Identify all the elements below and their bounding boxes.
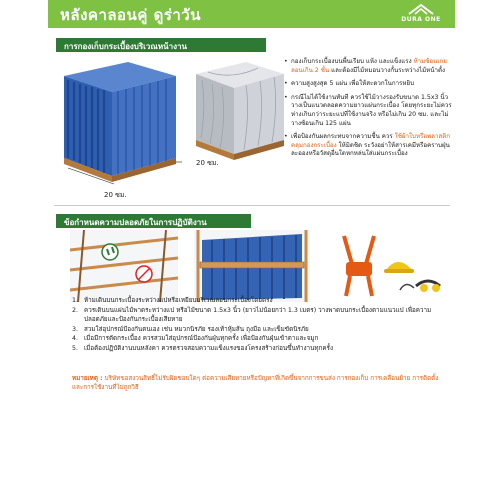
- width-dimension-label: 20 ซม.: [104, 191, 127, 199]
- depth-dimension-label: 20 ซม.: [196, 159, 219, 167]
- list-item: 3. สวมใส่อุปกรณ์ป้องกันตนเอง เช่น หมวกนิรภัย รองเท้าหุ้มส้น ถุงมือ และเข็มขัดนิรภัย: [72, 325, 309, 333]
- covered-stack-image: [188, 58, 290, 168]
- document-page: [48, 0, 455, 500]
- page-title: หลังคาลอนคู่ ดูร่าวัน: [60, 6, 201, 24]
- note-label: หมายเหตุ :: [72, 375, 103, 382]
- safety-section-title: ข้อกำหนดความปลอดภัยในการปฏิบัติงาน: [56, 214, 251, 228]
- storage-bullet-list: [284, 58, 452, 164]
- list-item: 2. ควรเดินบนแผ่นไม้พาดระหว่างแป หรือไม้ขนาด 1.5x3 นิ้ว (ยาวไม่น้อยกว่า 1.3 เมตร) วางพาดบนกระเบื้องตามแนวแป เพื่อความปลอดภัยและป้องกันกระเบื้องเสียหาย: [72, 306, 432, 324]
- list-item: • เพื่อป้องกันผลกระทบจากความชื้น ควร ใช้ผ้าใบหรือพลาสติกคลุมกองกระเบื้อง ให้มิดชิด ระวังอย่าให้สารเคมีหรือคราบฝุ่นละอองหรือวัสดุอื่นใดหกหล่นใส่แผ่นกระเบื้อง: [284, 133, 452, 159]
- list-item: 5. เมื่อต้องปฏิบัติงานบนหลังคา ควรตรวจสอบความแข็งแรงของโครงสร้างก่อนขึ้นทำงานทุกครั้ง: [72, 344, 334, 352]
- walk-on-purlin-image: [70, 230, 178, 302]
- brand-name: DURA ONE: [401, 16, 441, 23]
- brand-logo: [393, 3, 449, 25]
- storage-section-title: การกองเก็บกระเบื้องบริเวณหน้างาน: [56, 38, 266, 52]
- note-text: บริษัทขอสงวนสิทธิ์ไม่รับผิดชอบใดๆ ต่อความเสียหายหรือปัญหาที่เกิดขึ้นจากการขนส่ง การกองเก็บ การเคลื่อนย้าย การติดตั้ง และการใช้งานที่ไม่ถูกวิธี: [72, 375, 439, 392]
- list-item: • กองเก็บกระเบื้องบนพื้นเรียบ แห้ง และแข็งแรง ห้ามซ้อนเกยลอนเกิน 2 ชั้น และต้องมีไม้หมอนวางกั้นระหว่างไม้หน้าตั้ง: [284, 58, 452, 75]
- safety-equipment-image: [324, 230, 450, 302]
- section-divider: [54, 205, 450, 206]
- safety-numbered-list: [72, 296, 448, 354]
- roof-logo-icon: [407, 3, 435, 15]
- plank-on-tiles-image: [194, 230, 310, 302]
- stacked-tiles-image: [58, 58, 184, 186]
- list-item: • ความสูงสูงสุด 5 แผ่น เพื่อให้สะดวกในการหยิบ: [284, 80, 452, 89]
- list-item: • กรณีไม่ได้ใช้งานทันที ควรใช้ไม้วางรองรับขนาด 1.5x3 นิ้ว วางเป็นแนวตลอดความยาวแผ่นกระเบื้อง โดยทุกระยะไม่ควรห่างเกินกว่าระยะแปที่ใช้งานจริง หรือไม่เกิน 20 ซม. และไม่วางซ้อนเกิน 125 แผ่น: [284, 94, 452, 128]
- list-item: 1. ห้ามเดินบนกระเบื้องระหว่างแปหรือเหยียบบริเวณลอนกระเบื้องโดยตรง: [72, 297, 273, 304]
- disclaimer-note: [72, 374, 448, 392]
- header-bar: [48, 0, 455, 28]
- list-item: 4. เมื่อมีการตัดกระเบื้อง ควรสวมใส่อุปกรณ์ป้องกันฝุ่นทุกครั้ง เพื่อป้องกันฝุ่นเข้าตาและจมูก: [72, 335, 319, 343]
